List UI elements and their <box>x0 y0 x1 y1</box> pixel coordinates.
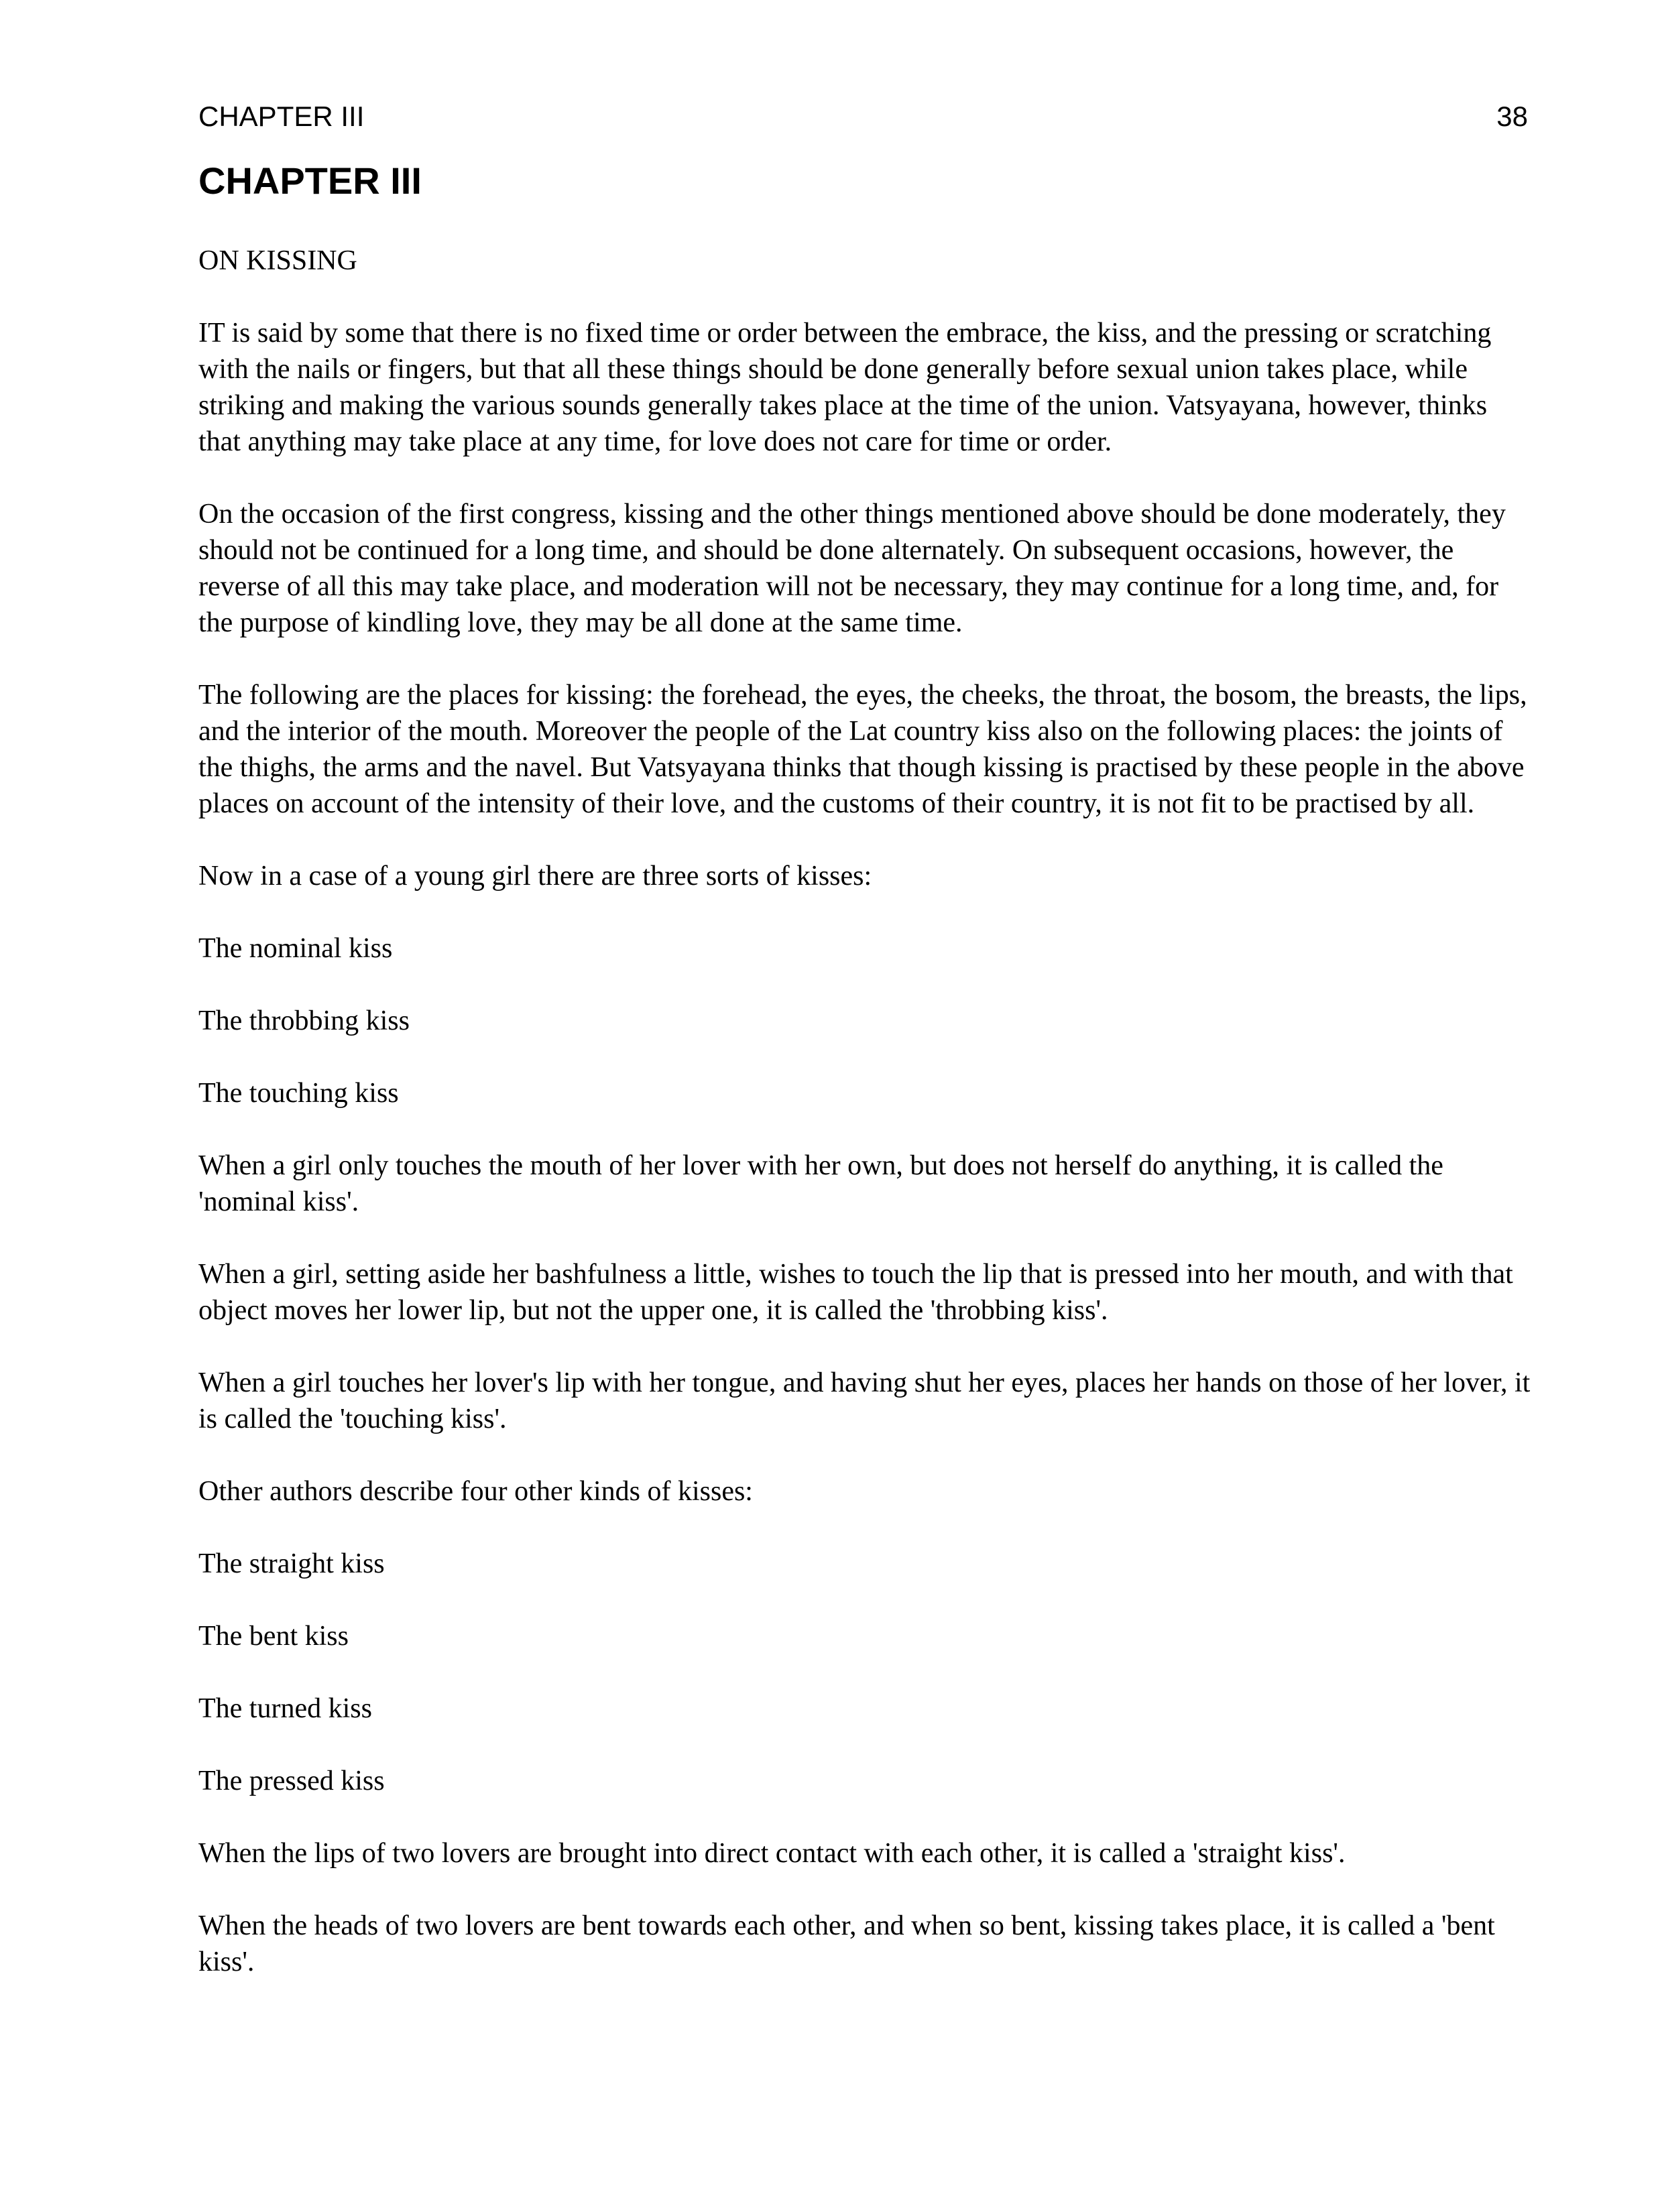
list-item: The straight kiss <box>198 1548 385 1580</box>
running-title: CHAPTER III <box>198 101 365 132</box>
paragraph: On the occasion of the first congress, kissing and the other things mentioned above should be done moderately, they should not be continued for a long time, and should be done alternately. On subsequent occasions, however, the reverse of all this may take place, and moderation will not be necessary, they may continue for a long time, and, for the purpose of kindling love, they may be all done at the same time. <box>198 499 1506 639</box>
paragraph: Other authors describe four other kinds of kisses: <box>198 1476 753 1508</box>
paragraph: When a girl only touches the mouth of her lover with her own, but does not herself do anything, it is called the 'nominal kiss'. <box>198 1150 1443 1218</box>
paragraph: When the lips of two lovers are brought into direct contact with each other, it is called a 'straight kiss'. <box>198 1838 1346 1869</box>
list-item: The bent kiss <box>198 1621 349 1652</box>
chapter-title: CHAPTER III <box>198 160 422 202</box>
section-heading: ON KISSING <box>198 245 357 277</box>
list-item: The touching kiss <box>198 1078 399 1109</box>
page-number: 38 <box>1496 101 1528 132</box>
paragraph: When the heads of two lovers are bent towards each other, and when so bent, kissing takes place, it is called a 'bent kiss'. <box>198 1910 1495 1978</box>
paragraph: When a girl, setting aside her bashfulness a little, wishes to touch the lip that is pressed into her mouth, and with that object moves her lower lip, but not the upper one, it is called the 'throbbing kiss'. <box>198 1259 1513 1327</box>
paragraph: When a girl touches her lover's lip with her tongue, and having shut her eyes, places her hands on those of her lover, it is called the 'touching kiss'. <box>198 1367 1531 1435</box>
list-item: The nominal kiss <box>198 933 393 965</box>
paragraph: The following are the places for kissing: the forehead, the eyes, the cheeks, the throat, the bosom, the breasts, the lips, and the interior of the mouth. Moreover the people of the Lat country kiss also on the following places: the joints of the thighs, the arms and the navel. But Vatsyayana thinks that though kissing is practised by these people in the above places on account of the intensity of their love, and the customs of their country, it is not fit to be practised by all. <box>198 680 1527 820</box>
list-item: The turned kiss <box>198 1693 372 1725</box>
list-item: The throbbing kiss <box>198 1005 410 1037</box>
list-item: The pressed kiss <box>198 1766 385 1797</box>
paragraph: IT is said by some that there is no fixed time or order between the embrace, the kiss, and the pressing or scratching with the nails or fingers, but that all these things should be done generally before sexual union takes place, while striking and making the various sounds generally takes place at the time of the union. Vatsyayana, however, thinks that anything may take place at any time, for love does not care for time or order. <box>198 318 1492 458</box>
running-header <box>198 101 1528 141</box>
page-content <box>198 160 1533 2016</box>
paragraph: Now in a case of a young girl there are three sorts of kisses: <box>198 861 872 892</box>
